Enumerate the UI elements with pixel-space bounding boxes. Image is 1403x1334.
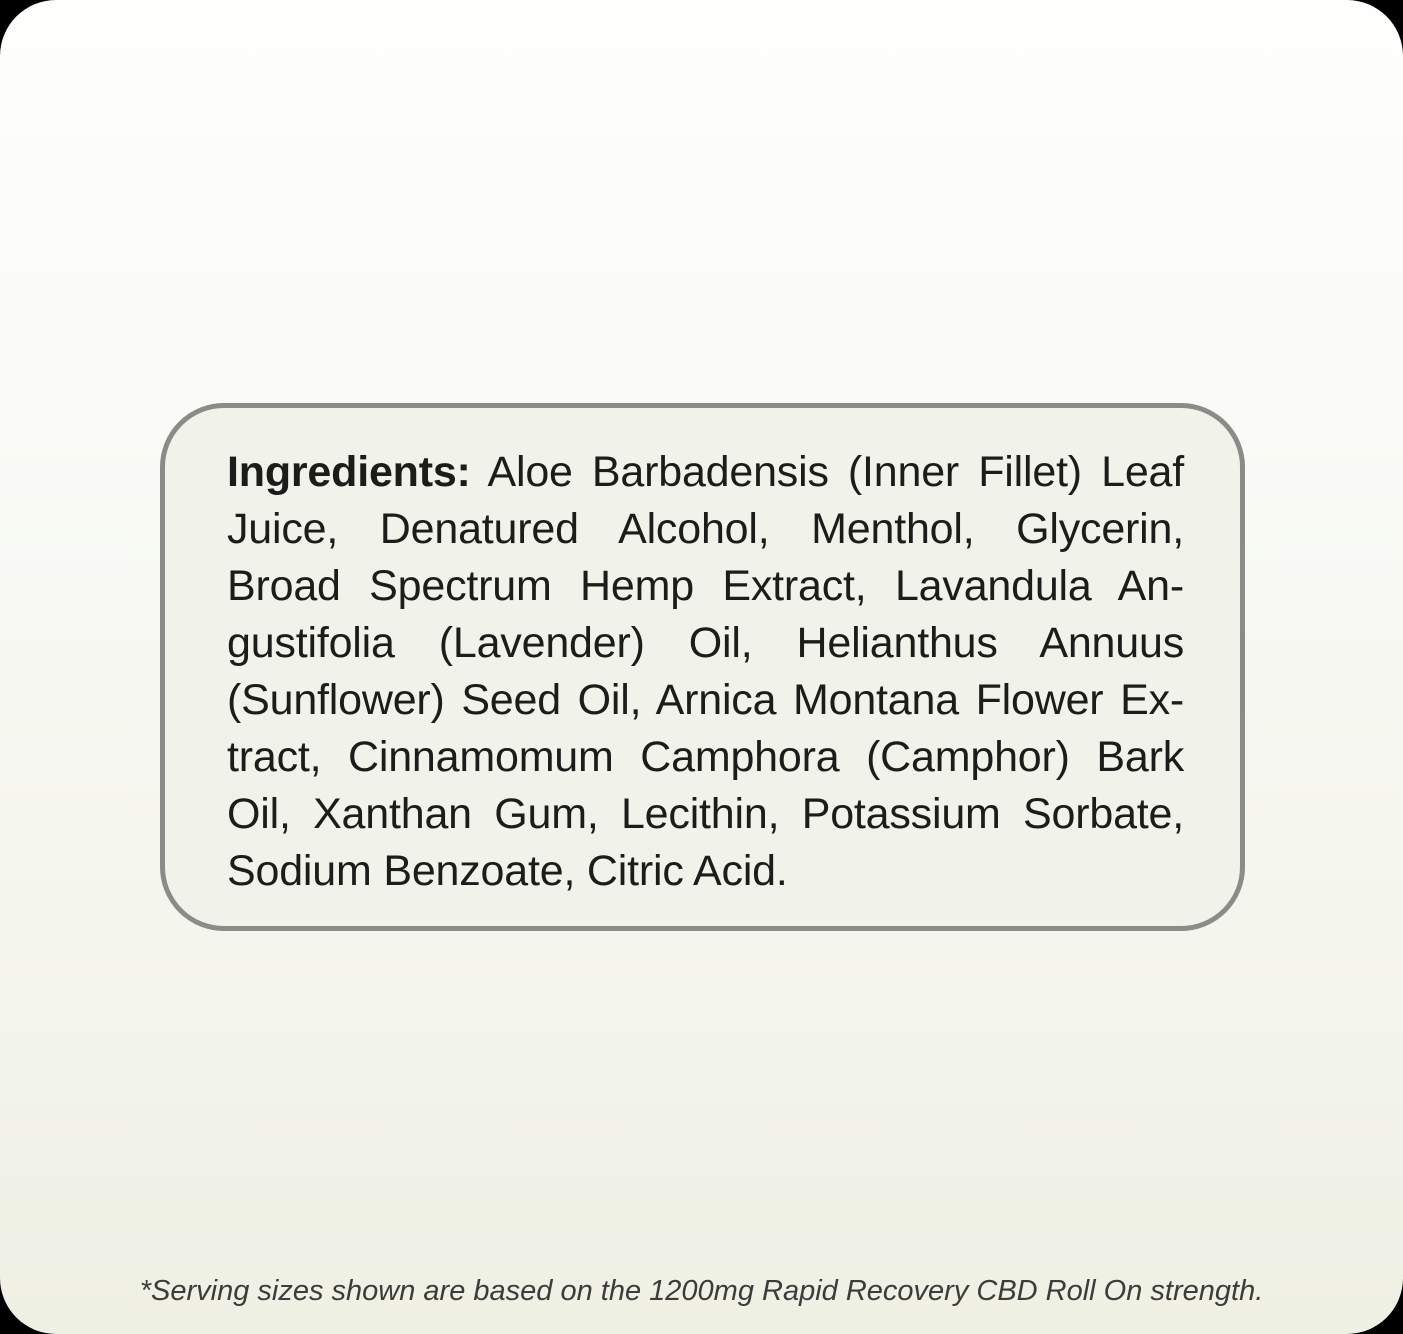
ingredients-line-3: Broad Spectrum Hemp Extract, Lavandula An-: [227, 562, 1184, 610]
ingredients-line-8: Sodium Benzoate, Citric Acid.: [227, 847, 788, 895]
ingredients-line-1-text: Aloe Barbadensis (Inner Fillet) Leaf: [487, 448, 1184, 496]
ingredients-line-5: (Sunflower) Seed Oil, Arnica Montana Flower Ex-: [227, 676, 1184, 724]
serving-size-footnote: *Serving sizes shown are based on the 1200mg Rapid Recovery CBD Roll On strength.: [139, 1275, 1264, 1307]
ingredients-line-4: gustifolia (Lavender) Oil, Helianthus Annuus: [227, 619, 1184, 667]
ingredients-line-6: tract, Cinnamomum Camphora (Camphor) Bark: [227, 733, 1184, 781]
ingredients-line-1: [227, 444, 1184, 501]
ingredients-line-2: Juice, Denatured Alcohol, Menthol, Glycerin,: [227, 505, 1184, 553]
ingredients-line-7: Oil, Xanthan Gum, Lecithin, Potassium Sorbate,: [227, 790, 1184, 838]
ingredients-panel: [160, 403, 1245, 931]
ingredients-label: Ingredients:: [227, 448, 471, 496]
